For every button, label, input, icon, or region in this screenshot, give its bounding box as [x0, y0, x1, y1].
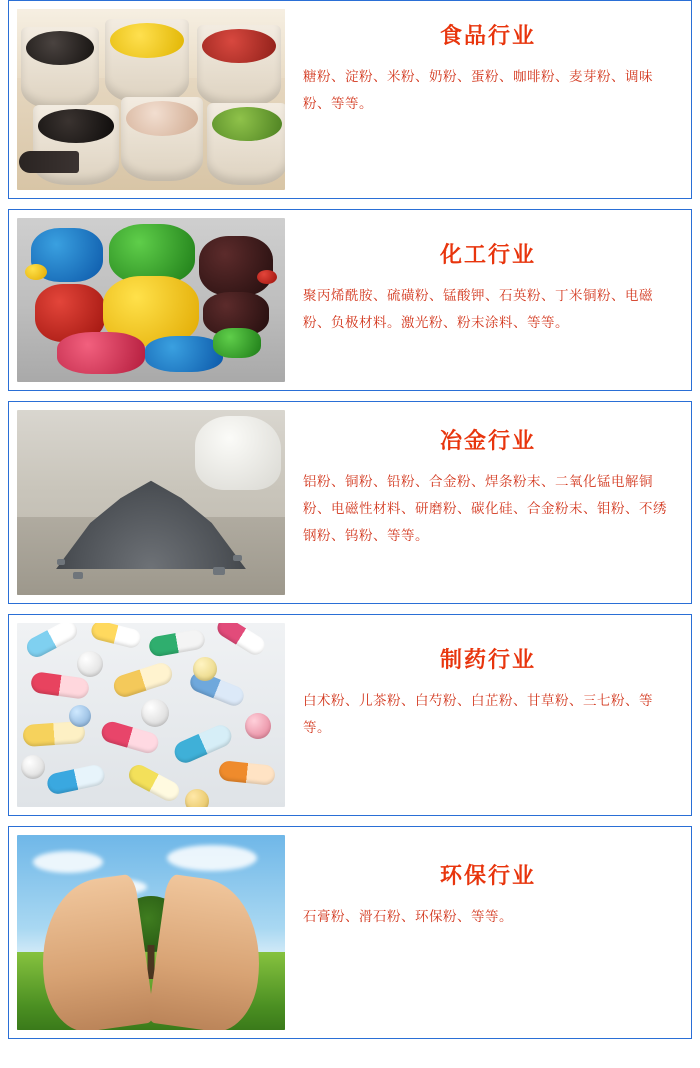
- section-content-metallurgy: [285, 410, 683, 555]
- section-description-environmental: 石膏粉、滑石粉、环保粉、等等。: [303, 909, 513, 925]
- section-content-environmental: [285, 835, 683, 936]
- section-content-pharmaceutical: [285, 623, 683, 747]
- section-description-chemical: 聚丙烯酰胺、硫磺粉、锰酸钾、石英粉、丁米铜粉、电磁粉、负极材料。激光粉、粉末涂料、等等。: [303, 288, 653, 331]
- section-title-environmental: 环保行业: [439, 863, 536, 888]
- colored-plastic-granules-photo: [17, 218, 285, 382]
- section-card-chemical: [8, 209, 692, 391]
- metal-gravel-pile-photo: [17, 410, 285, 595]
- section-card-pharmaceutical: [8, 614, 692, 816]
- pills-capsules-photo: [17, 623, 285, 807]
- section-content-chemical: [285, 218, 683, 342]
- section-title-food: 食品行业: [439, 23, 536, 48]
- section-title-chemical: 化工行业: [439, 242, 536, 267]
- food-powders-bowls-photo: [17, 9, 285, 190]
- section-card-metallurgy: [8, 401, 692, 604]
- hands-heart-tree-photo: [17, 835, 285, 1030]
- section-description-pharmaceutical: 白术粉、儿茶粉、白芍粉、白芷粉、甘草粉、三七粉、等等。: [303, 693, 653, 736]
- section-description-food: 糖粉、淀粉、米粉、奶粉、蛋粉、咖啡粉、麦芽粉、调味粉、等等。: [303, 69, 653, 112]
- section-card-environmental: [8, 826, 692, 1039]
- section-title-pharmaceutical: 制药行业: [439, 647, 536, 672]
- section-card-food: [8, 0, 692, 199]
- section-content-food: [285, 9, 683, 123]
- section-title-metallurgy: 冶金行业: [439, 428, 536, 453]
- section-description-metallurgy: 铝粉、铜粉、铅粉、合金粉、焊条粉末、二氧化锰电解铜粉、电磁性材料、研磨粉、碳化硅、合金粉末、钼粉、不绣钢粉、钨粉、等等。: [303, 474, 667, 544]
